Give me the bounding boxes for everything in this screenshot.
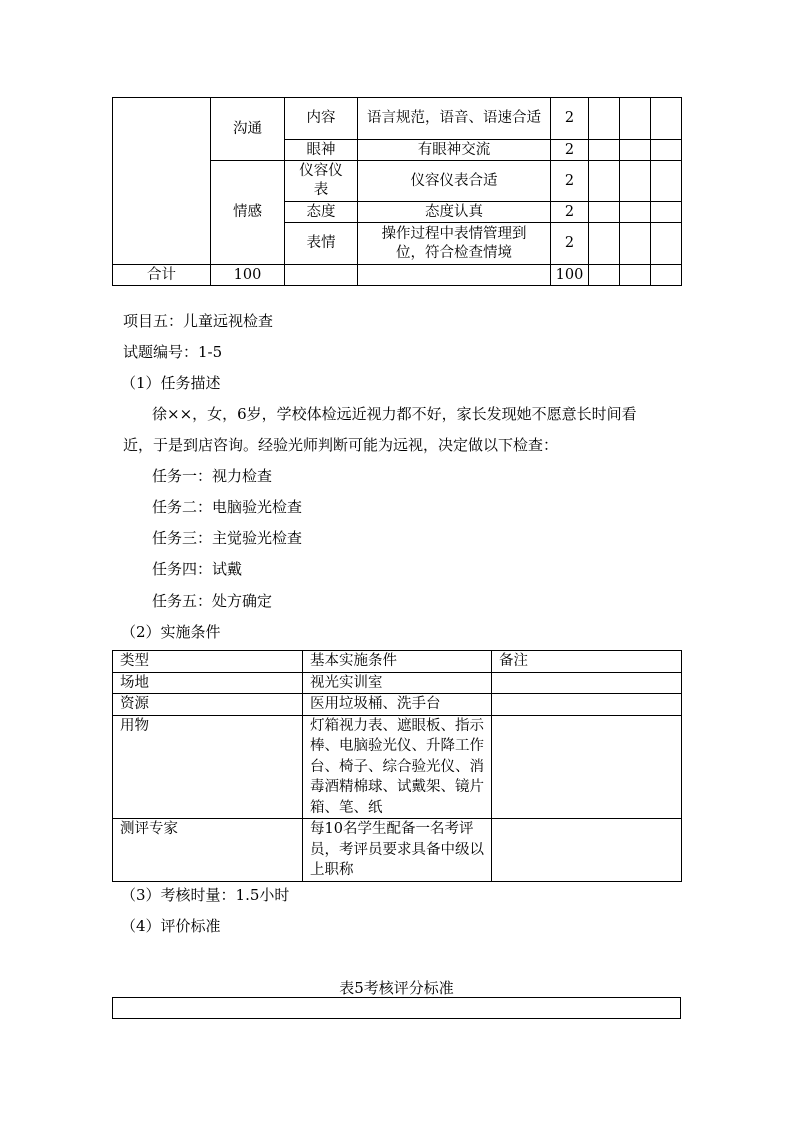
description-line: 近，于是到店咨询。经验光师判断可能为远视，决定做以下检查： xyxy=(123,436,559,454)
type-cell: 测评专家 xyxy=(113,819,303,882)
table-row xyxy=(113,715,682,819)
note-cell xyxy=(492,819,682,882)
sub-item-cell: 仪容仪表 xyxy=(285,161,358,202)
type-cell: 场地 xyxy=(113,672,303,694)
table-row xyxy=(113,98,682,140)
content-cell: 态度认真 xyxy=(358,202,551,223)
evaluation-table xyxy=(112,97,682,286)
total-score: 100 xyxy=(551,265,589,286)
table-row xyxy=(113,672,682,694)
table-header-row xyxy=(113,651,682,673)
type-cell: 用物 xyxy=(113,715,303,819)
type-cell: 资源 xyxy=(113,694,303,716)
note-cell xyxy=(492,672,682,694)
table-row xyxy=(113,998,681,1019)
total-label: 合计 xyxy=(113,265,211,286)
note-cell xyxy=(492,694,682,716)
task-item: 任务一：视力检查 xyxy=(152,467,273,485)
question-code: 试题编号：1-5 xyxy=(123,343,223,361)
sub-item-cell: 内容 xyxy=(285,98,358,140)
section-conditions: （2）实施条件 xyxy=(121,623,221,641)
section-task-description: （1）任务描述 xyxy=(121,374,221,392)
condition-cell: 医用垃圾桶、洗手台 xyxy=(303,694,492,716)
column-header: 类型 xyxy=(113,651,303,673)
table-row xyxy=(113,819,682,882)
sub-item-cell: 眼神 xyxy=(285,140,358,161)
sub-item-cell: 态度 xyxy=(285,202,358,223)
score-cell: 2 xyxy=(551,98,589,140)
score-cell: 2 xyxy=(551,223,589,265)
section-evaluation: （4）评价标准 xyxy=(121,917,221,935)
score-cell: 2 xyxy=(551,161,589,202)
description-line: 徐××，女，6岁，学校体检远近视力都不好，家长发现她不愿意长时间看 xyxy=(152,405,637,423)
score-cell: 2 xyxy=(551,202,589,223)
total-points: 100 xyxy=(211,265,285,286)
scoring-table xyxy=(112,997,681,1019)
conditions-table xyxy=(112,650,682,882)
section-exam-time: （3）考核时量：1.5小时 xyxy=(121,886,290,904)
condition-cell: 灯箱视力表、遮眼板、指示棒、电脑验光仪、升降工作台、椅子、综合验光仪、消毒酒精棉球、试戴架、镜片箱、笔、纸 xyxy=(303,715,492,819)
column-header: 备注 xyxy=(492,651,682,673)
task-item: 任务二：电脑验光检查 xyxy=(152,498,303,516)
category-cell xyxy=(113,98,211,265)
content-cell: 语言规范，语音、语速合适 xyxy=(358,98,551,140)
content-cell: 有眼神交流 xyxy=(358,140,551,161)
task-item: 任务四：试戴 xyxy=(152,560,243,578)
condition-cell: 视光实训室 xyxy=(303,672,492,694)
group-cell: 情感 xyxy=(211,161,285,265)
task-item: 任务三：主觉验光检查 xyxy=(152,529,303,547)
total-row xyxy=(113,265,682,286)
content-cell: 仪容仪表合适 xyxy=(358,161,551,202)
content-cell: 操作过程中表情管理到位，符合检查情境 xyxy=(358,223,551,265)
table-row xyxy=(113,694,682,716)
sub-item-cell: 表情 xyxy=(285,223,358,265)
group-cell: 沟通 xyxy=(211,98,285,161)
project-title: 项目五：儿童远视检查 xyxy=(123,312,274,330)
condition-cell: 每10名学生配备一名考评员，考评员要求具备中级以上职称 xyxy=(303,819,492,882)
note-cell xyxy=(492,715,682,819)
table5-caption: 表5考核评分标准 xyxy=(339,979,454,997)
task-item: 任务五：处方确定 xyxy=(152,592,273,610)
column-header: 基本实施条件 xyxy=(303,651,492,673)
score-cell: 2 xyxy=(551,140,589,161)
